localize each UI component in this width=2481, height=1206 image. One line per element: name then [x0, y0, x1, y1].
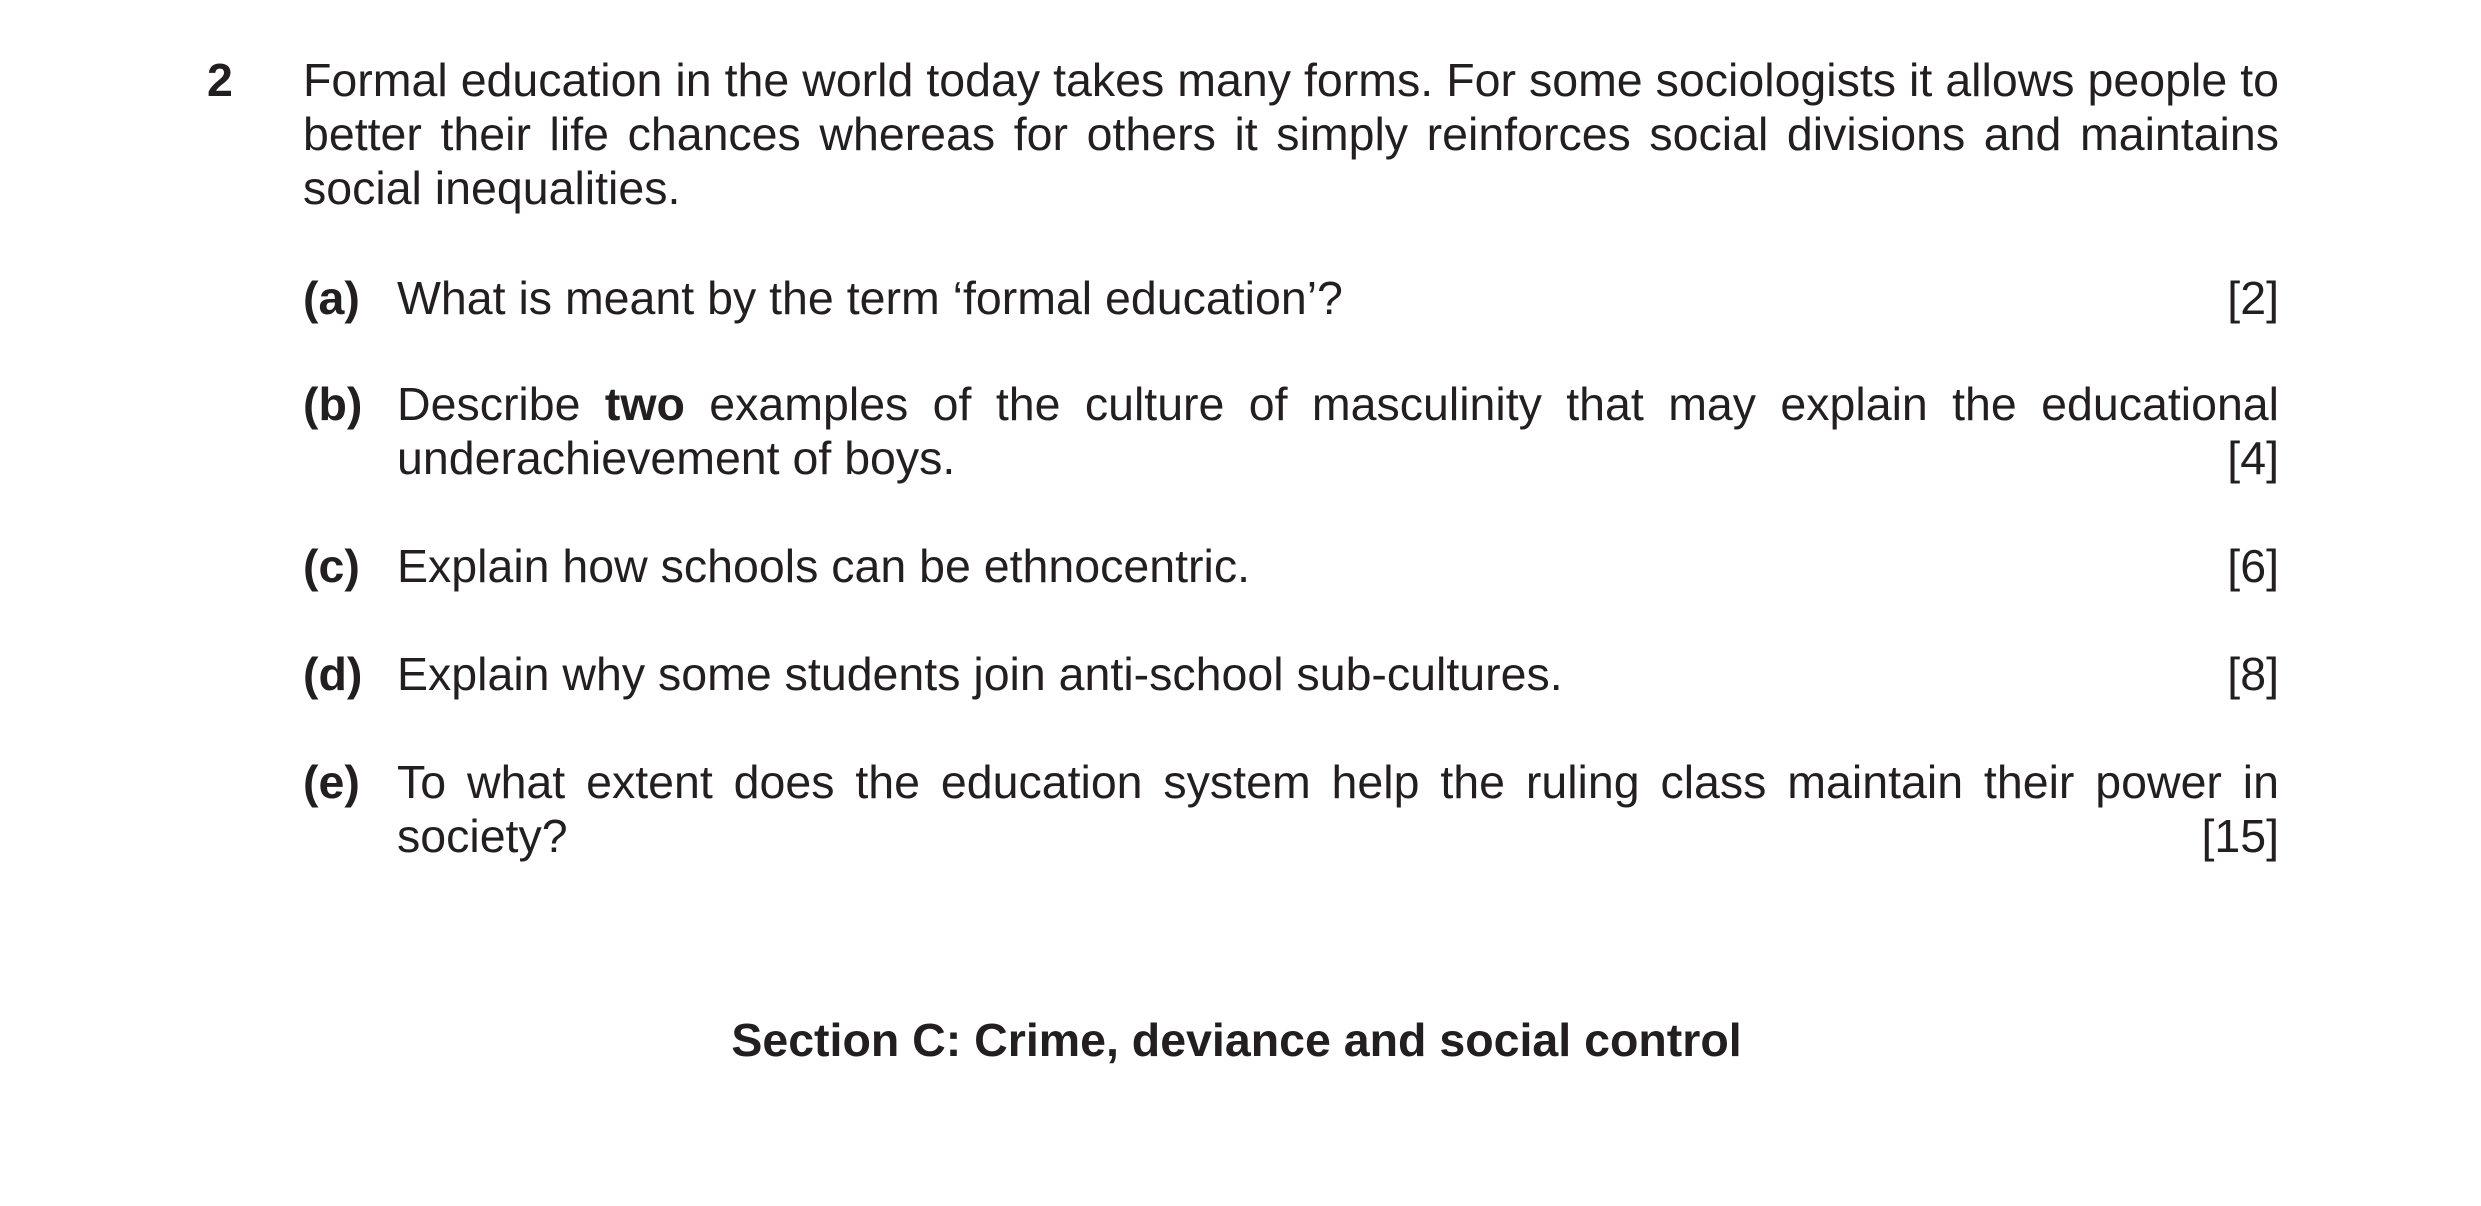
- marks-label: [8]: [2227, 648, 2279, 700]
- question-stem: Formal education in the world today takes many forms. For some sociologists it allows people to better their life chances whereas for others it simply reinforces social divisions and maintains social inequalities.: [303, 54, 2279, 214]
- part-label: (e): [303, 756, 360, 808]
- part-label: (b): [303, 378, 363, 430]
- part-label: (c): [303, 540, 360, 592]
- part-label: (d): [303, 648, 363, 700]
- part-question-text: Explain how schools can be ethnocentric.: [397, 540, 1251, 592]
- question-number: 2: [207, 54, 233, 106]
- part-question-text-line1: Describe two examples of the culture of masculinity that may explain the educational: [397, 378, 2279, 430]
- marks-label: [2]: [2227, 272, 2279, 324]
- emphasis-text: two: [604, 378, 685, 430]
- part-question-text: Explain why some students join anti-school sub-cultures.: [397, 648, 1563, 700]
- part-question-text-line1: To what extent does the education system help the ruling class maintain their power in: [397, 756, 2279, 808]
- part-text: [397, 647, 2279, 701]
- part-question-text-line2: society?: [397, 810, 568, 862]
- part-text: [397, 755, 2279, 863]
- part-text: [397, 271, 2279, 325]
- part-text: [397, 377, 2279, 485]
- marks-label: [4]: [2227, 432, 2279, 484]
- section-heading: Section C: Crime, deviance and social control: [731, 1014, 1742, 1066]
- marks-label: [15]: [2201, 810, 2279, 862]
- part-question-text-line2: underachievement of boys.: [397, 432, 956, 484]
- part-text: [397, 539, 2279, 593]
- part-label: (a): [303, 272, 360, 324]
- part-question-text: What is meant by the term ‘formal education’?: [397, 272, 1343, 324]
- marks-label: [6]: [2227, 540, 2279, 592]
